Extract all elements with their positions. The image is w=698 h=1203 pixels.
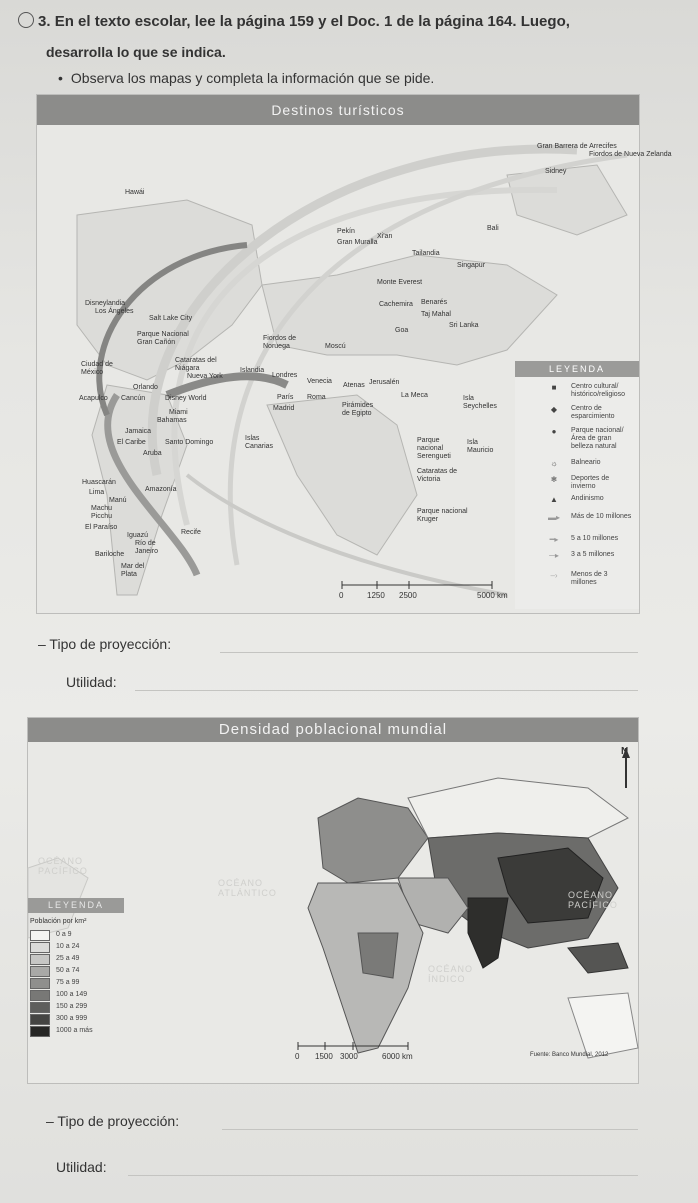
place-label: Jamaica bbox=[125, 428, 152, 435]
place-label: Fiordos de Nueva Zelanda bbox=[589, 151, 672, 158]
circle-icon: ● bbox=[551, 427, 557, 436]
tourism-legend-title: LEYENDA bbox=[515, 361, 639, 377]
answer-line-2[interactable] bbox=[135, 690, 638, 691]
place-label: Xi'an bbox=[377, 233, 393, 240]
place-label: Acapulco bbox=[79, 395, 108, 402]
place-label: Isla Mauricio bbox=[467, 439, 494, 454]
medium-arrow-icon: ━▸ bbox=[549, 535, 559, 544]
place-label: Islandia bbox=[240, 367, 265, 374]
place-label: La Meca bbox=[401, 392, 428, 399]
projection-question-2: – Tipo de proyección: bbox=[46, 1113, 180, 1129]
south-asia-land bbox=[468, 898, 508, 968]
place-label: Cachemira bbox=[379, 301, 413, 308]
density-swatch-label: 50 a 74 bbox=[56, 967, 80, 974]
place-label: Taj Mahal bbox=[421, 311, 451, 318]
place-label: Benarés bbox=[421, 299, 448, 306]
answer-line-1[interactable] bbox=[220, 652, 638, 653]
place-label: Bariloche bbox=[95, 551, 125, 558]
place-label: Jerusalén bbox=[369, 379, 400, 386]
density-legend bbox=[28, 898, 128, 1034]
place-label: Londres bbox=[272, 372, 298, 379]
place-label: Goa bbox=[395, 327, 409, 334]
scale-label: 1250 bbox=[367, 591, 385, 600]
place-label: Bali bbox=[487, 225, 499, 232]
density-swatch bbox=[30, 930, 50, 941]
density-swatch-label: 0 a 9 bbox=[56, 931, 72, 938]
answer-line-4[interactable] bbox=[128, 1175, 638, 1176]
place-label: Madrid bbox=[273, 405, 295, 412]
place-label: Parque Nacional Gran Cañón bbox=[137, 331, 189, 346]
question-instruction: En el texto escolar, lee la página 159 y el Doc. 1 de la página 164. Luego, bbox=[54, 13, 570, 30]
place-label: Singapur bbox=[457, 262, 486, 269]
place-label: Cataratas de Victoria bbox=[417, 468, 458, 483]
density-swatch-label: 100 a 149 bbox=[56, 991, 88, 998]
place-label: Venecia bbox=[307, 378, 332, 385]
place-label: Salt Lake City bbox=[149, 315, 193, 322]
utility-question-1: Utilidad: bbox=[66, 674, 117, 690]
density-swatch bbox=[30, 966, 50, 977]
ocean-label: OCÉANO PACÍFICO bbox=[568, 890, 618, 910]
place-label: Fiordos de Noruega bbox=[263, 335, 297, 350]
question-circle-icon bbox=[18, 12, 34, 28]
place-label: Pekín bbox=[337, 228, 355, 235]
australia-land bbox=[568, 993, 638, 1058]
place-label: París bbox=[277, 394, 294, 401]
place-label: Recife bbox=[181, 529, 201, 536]
place-label: Sri Lanka bbox=[449, 322, 479, 329]
density-swatch bbox=[30, 954, 50, 965]
place-label: Isla Seychelles bbox=[463, 395, 497, 410]
scale-label: 0 bbox=[295, 1052, 300, 1061]
place-label: Huascarán bbox=[82, 479, 116, 486]
place-label: Moscú bbox=[325, 343, 346, 350]
place-label: El Caribe bbox=[117, 439, 146, 446]
flow-arrow-5 bbox=[167, 376, 287, 395]
density-swatch-label: 10 a 24 bbox=[56, 943, 80, 950]
scale-label: 5000 km bbox=[477, 591, 508, 600]
tourism-map-title: Destinos turísticos bbox=[37, 95, 639, 125]
place-label: Parque nacional Kruger bbox=[417, 508, 468, 523]
scale-label: 2500 bbox=[399, 591, 417, 600]
place-label: Disneylandia bbox=[85, 300, 126, 307]
place-label: Iguazú bbox=[127, 532, 149, 539]
population-density-map bbox=[27, 717, 639, 1084]
source-note: Fuente: Banco Mundial, 2012 bbox=[530, 1052, 609, 1058]
scale-label: 3000 bbox=[340, 1052, 358, 1061]
ocean-label: OCÉANO ATLÁNTICO bbox=[218, 878, 277, 898]
thick-arrow-icon: ▬▸ bbox=[547, 513, 560, 522]
place-label: Atenas bbox=[343, 382, 365, 389]
density-swatch-label: 25 a 49 bbox=[56, 955, 80, 962]
density-swatch bbox=[30, 1014, 50, 1025]
question-header bbox=[18, 12, 688, 30]
place-label: Machu Picchu bbox=[91, 505, 113, 520]
place-label: Lima bbox=[89, 489, 105, 496]
density-swatch bbox=[30, 1026, 50, 1037]
bullet-instruction: • Observa los mapas y completa la información que se pide. bbox=[58, 70, 434, 86]
place-label: Monte Everest bbox=[377, 279, 423, 286]
place-label: Miami bbox=[169, 409, 188, 416]
density-swatch-label: 1000 a más bbox=[56, 1027, 93, 1034]
density-swatch-label: 150 a 299 bbox=[56, 1003, 88, 1010]
place-label: Gran Barrera de Arrecifes bbox=[537, 143, 617, 150]
scale-label: 1500 bbox=[315, 1052, 333, 1061]
triangle-icon: ▲ bbox=[550, 495, 558, 504]
central-africa-land bbox=[358, 933, 398, 978]
place-label: Río de Janeiro bbox=[135, 540, 158, 555]
southeast-asia-land bbox=[568, 943, 628, 973]
projection-question-1: – Tipo de proyección: bbox=[38, 636, 172, 652]
tourism-map bbox=[36, 94, 672, 614]
ocean-label: OCÉANO ÍNDICO bbox=[428, 964, 474, 984]
place-label: Nueva York bbox=[187, 373, 223, 380]
answer-line-3[interactable] bbox=[222, 1129, 638, 1130]
place-label: Bahamas bbox=[157, 417, 187, 424]
place-label: Gran Muralla bbox=[337, 239, 378, 246]
place-label: Orlando bbox=[133, 384, 158, 391]
place-label: El Paraíso bbox=[85, 524, 118, 531]
place-label: Santo Domingo bbox=[165, 439, 214, 446]
africa-land bbox=[267, 395, 417, 555]
place-label: Los Ángeles bbox=[95, 308, 134, 315]
diamond-icon: ◆ bbox=[550, 405, 558, 414]
question-number: 3. bbox=[38, 13, 51, 30]
population-map-title: Densidad poblacional mundial bbox=[28, 718, 638, 742]
density-swatch bbox=[30, 990, 50, 1001]
place-label: Pirámides de Egipto bbox=[342, 402, 374, 417]
place-label: Amazonía bbox=[145, 486, 177, 493]
place-label: Mar del Plata bbox=[121, 563, 145, 578]
place-label: Tailandia bbox=[412, 250, 440, 257]
density-swatch-label: 300 a 999 bbox=[56, 1015, 88, 1022]
tourism-legend: LEYENDA ■ Centro cultural/ histórico/religioso ◆ Centro de esparcimiento ● Parque nacional/ Área de gran belleza natural ☼ Balneario ❄ Deportes de invierno ▲ Andinismo ▬▸ Más de 10 millones ━▸ 5 a 10 millones ─▸ 3 a 5 millones –› Menos de 3 millones bbox=[515, 361, 639, 609]
scale-label: 0 bbox=[339, 591, 344, 600]
density-swatch bbox=[30, 978, 50, 989]
place-label: Cancún bbox=[121, 395, 146, 402]
place-label: Hawái bbox=[125, 189, 145, 196]
north-label: N bbox=[621, 746, 629, 757]
utility-question-2: Utilidad: bbox=[56, 1159, 107, 1175]
snowflake-icon: ❄ bbox=[550, 475, 558, 484]
place-label: Disney World bbox=[165, 395, 207, 402]
question-instruction-2: desarrolla lo que se indica. bbox=[46, 44, 226, 60]
thin-arrow-icon: ─▸ bbox=[549, 551, 559, 560]
place-label: Ciudad de México bbox=[81, 361, 113, 376]
place-label: Islas Canarias bbox=[245, 435, 274, 450]
density-swatch bbox=[30, 942, 50, 953]
density-swatch bbox=[30, 1002, 50, 1013]
ocean-label: OCÉANO PACÍFICO bbox=[38, 856, 88, 876]
place-label: Cataratas del Niágara bbox=[175, 357, 217, 372]
density-legend-subtitle: Población por km² bbox=[30, 918, 87, 925]
place-label: Parque nacional Serengueti bbox=[417, 437, 451, 460]
europe-land bbox=[318, 798, 428, 883]
place-label: Roma bbox=[307, 394, 326, 401]
thinnest-arrow-icon: –› bbox=[550, 571, 558, 580]
place-label: Manú bbox=[109, 497, 127, 504]
sun-icon: ☼ bbox=[550, 459, 558, 468]
place-label: Sidney bbox=[545, 168, 567, 175]
scale-label: 6000 km bbox=[382, 1052, 413, 1061]
north-asia-land bbox=[408, 778, 628, 838]
density-swatch-label: 75 a 99 bbox=[56, 979, 80, 986]
place-label: Aruba bbox=[143, 450, 162, 457]
square-icon: ■ bbox=[551, 383, 557, 392]
density-legend-title: LEYENDA bbox=[28, 898, 124, 913]
